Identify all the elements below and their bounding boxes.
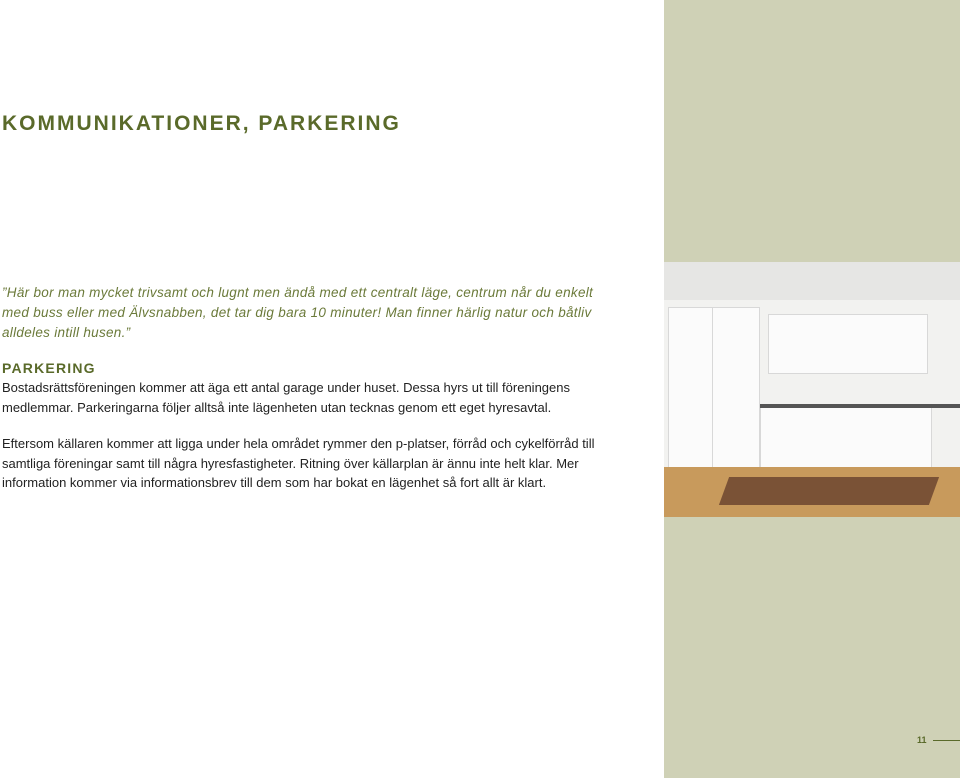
quote: ”Här bor man mycket trivsamt och lugnt men ändå med ett centralt läge, centrum når du enkelt med buss eller med Älvsnabben, det tar dig bara 10 minuter! Man finner härlig natur och båtliv alldeles intill husen.” bbox=[2, 285, 594, 340]
photo-countertop bbox=[760, 404, 960, 408]
photo-cabinet bbox=[668, 307, 714, 469]
page-number-rule bbox=[933, 740, 960, 741]
photo-ceiling bbox=[664, 262, 960, 300]
photo-upper-cabinets bbox=[768, 314, 928, 374]
photo-lower-cabinets bbox=[760, 407, 932, 469]
photo-rug bbox=[719, 477, 939, 505]
paragraph: Eftersom källaren kommer att ligga under hela området rymmer den p-platser, förråd och cykelförråd till samtliga föreningar samt till några hyresfastigheter. Ritning över källarplan är ännu inte helt klar. Mer information kommer via informationsbrev till dem som har bokat en lägenhet så fort allt är klart. bbox=[2, 436, 595, 490]
page-title: KOMMUNIKATIONER, PARKERING bbox=[2, 112, 401, 135]
section-heading: PARKERING bbox=[2, 360, 96, 376]
page-number: 11 bbox=[917, 735, 927, 745]
paragraph: Bostadsrättsföreningen kommer att äga ett antal garage under huset. Dessa hyrs ut till föreningens medlemmar. Parkeringarna följer alltså inte lägenheten utan tecknas genom ett eget hyresavtal. bbox=[2, 380, 570, 415]
photo-fridge bbox=[712, 307, 760, 474]
kitchen-photo bbox=[664, 262, 960, 517]
